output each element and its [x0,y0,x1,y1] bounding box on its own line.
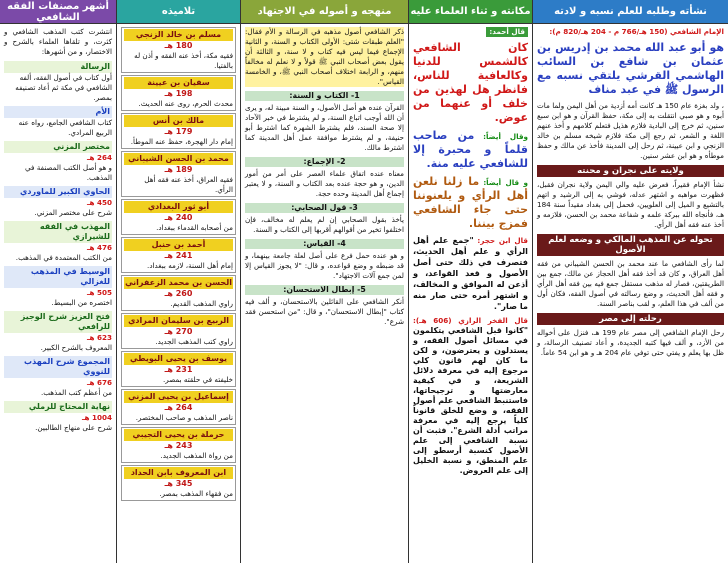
quote5-author: قال الفخر الرازي (606 هـ): [413,316,528,325]
method-s3-text: يأخذ بقول الصحابي إن لم يعلم له مخالف، فإن اختلفوا تخير من أقوالهم أقربها إلى الكتاب و السنة. [245,215,404,234]
teacher-entry [121,351,236,387]
section-najran-title: ولايته على نجران و محنته [537,165,724,177]
teacher-year: 189 هـ [164,165,193,174]
book-entry [4,356,112,398]
teacher-name: ابن المعروف بابن الحداد [124,467,233,479]
biography-header: نشأته وطلبه للعلم نسبه و لادته [533,0,728,24]
method-body [241,24,408,563]
book-note: من أعظم كتب المذهب. [40,388,112,397]
book-entry [4,266,112,308]
biography-column [532,0,728,563]
book-title: المجموع شرح المهذب للنووي [4,356,112,378]
books-header: أشهر مصنفات الفقه الشافعي [0,0,116,24]
book-year: 1004 هـ [82,413,112,422]
teacher-year: 241 هـ [164,251,193,260]
book-year: 505 هـ [87,288,112,297]
method-s1-title: 1- الكتاب و السنة: [245,91,404,101]
teacher-name: الربيع بن سليمان المرادي [124,315,233,327]
teacher-note: من رواة المذهب الجديد. [160,451,233,460]
quote3-text: ما زلنا نلعن أهل الرأي و يلعنوننا حتى جاء الشافعي فمزج بيننا. [413,175,528,230]
book-entry [4,311,112,353]
birth-death-line: الإمام الشافعي (150 هـ/766 م - 204 هـ/820 م): [549,27,724,36]
method-s1-text: القرآن عنده هو أصل الأصول، و السنة مبينة له، و يرى أن الله أوجب اتباع السنة، و لم يشترط في خبر الآحاد إلا صحة السند، فلم يشترط الشهرة كما اشترط أبو حنيفة، و لم يشترط موافقة عمل أهل المدينة كما اشترط مالك. [245,103,404,152]
teacher-name: يوسف بن يحيى البويطي [124,353,233,365]
teacher-note: من أصحابه القدماء ببغداد. [156,223,233,232]
book-title: الوسيط في المذهب للغزالي [4,266,112,288]
teacher-year: 260 هـ [164,289,193,298]
method-intro: ذكر الشافعي أصول مذهبه في الرسالة و الأم فقال: "العلم طبقات شتى: الأولى الكتاب و السنة، و الثانية الإجماع فيما ليس فيه كتاب و لا سنة، و الثالثة أن يقول بعض أصحاب النبي ﷺ قولاً و لا نعلم له مخالفاً منهم، و الرابعة اختلاف أصحاب النبي ﷺ، و الخامسة القياس". [245,27,404,86]
teacher-note: خليفته في حلقته بمصر. [162,375,233,384]
method-s2-title: 2- الإجماع: [245,157,404,167]
quote2-text: من صاحب قلماً و محبرة إلا للشافعي عليه منة. [413,129,528,170]
books-list [4,61,112,433]
quote5-text: "كانوا قبل الشافعي يتكلمون في مسائل أصول الفقه، و يستدلون و يعترضون، و لكن ما كان لهم قانون كلي مرجوع إليه في معرفة دلائل الشريعة، و في كيفية معارضتها و ترجيحاتها، فاستنبط الشافعي علم أصول الفقه، و وضع للخلق قانوناً كلياً يرجع إليه في معرفة مراتب أدلة الشرع". فثبت أن نسبة الشافعي إلى علم الأصول كنسبة أرسطو إلى علم المنطق، و نسبة الخليل إلى علم العروض. [413,326,528,475]
teacher-note: محدث الحرم، روى عنه الحديث. [138,99,233,108]
book-note: أول كتاب في أصول الفقه، ألفه الشافعي في مكة ثم أعاد تصنيفه بمصر. [15,73,112,102]
book-year: 264 هـ [87,153,112,162]
book-note: المعروف بالشرح الكبير. [40,343,112,352]
teacher-year: 198 هـ [164,89,193,98]
teacher-entry [121,313,236,349]
teacher-note: راوي المذهب القديم. [170,299,233,308]
quote4-author: قال ابن حجر: [477,236,528,245]
quote4-text: "جمع علم أهل الرأي و علم أهل الحديث، فتصرف في ذلك حتى أصل الأصول و قعد القواعد، و أذعن له الموافق و المخالف، و اشتهر أمره حتى صار منه ما صار". [413,235,528,311]
teacher-note: ناصر المذهب و صاحب المختصر. [135,413,233,422]
book-note: شرح على مختصر المزني. [34,208,112,217]
teacher-name: سفيان بن عيينة [124,77,233,89]
book-entry [4,141,112,183]
teacher-year: 243 هـ [164,441,193,450]
teacher-entry [121,427,236,463]
section-najran-text: نشأ الإمام فقيراً، فعرض عليه والي اليمن ولاية نجران فقبل، فظهرت مواهبه و اشتهر عدله، فوشي به إلى الرشيد و اتهم بالتشيع و الميل إلى العلويين، فحمل إلى بغداد مقيداً سنة 184 هـ، فأنجاه الله ببركة علمه و شفاعة محمد بن الحسن، فلازمه و أخذ عنه فقه أهل الرأي. [537,180,724,229]
teacher-entry [121,237,236,273]
quote3-author: و قال أيضاً: [483,178,528,187]
teacher-entry [121,113,236,149]
teacher-name: إسماعيل بن يحيى المزني [124,391,233,403]
book-year: 623 هـ [87,333,112,342]
method-s2-text: معناه عنده اتفاق علماء العصر على أمر من أمور الدين، و هو حجة عنده بعد الكتاب و السنة، و لا يعتبر إجماع أهل المدينة وحده حجة. [245,169,404,198]
method-s5-title: 5- إبطال الاستحسان: [245,285,404,295]
book-note: شرح على منهاج الطالبين. [35,423,112,432]
teacher-entry [121,151,236,197]
book-title: نهاية المحتاج للرملي [4,401,112,413]
teachers-list [117,24,240,563]
teacher-name: مسلم بن خالد الزنجي [124,29,233,41]
teacher-year: 264 هـ [164,403,193,412]
book-note: و هو أصل الكتب المصنفة في المذهب. [25,163,112,182]
teacher-year: 179 هـ [164,127,193,136]
book-year: 676 هـ [87,378,112,387]
praise-column [408,0,532,563]
method-s4-text: و هو عنده حمل فرع على أصل لعلة جامعة بينهما، و قد ضبطه و وضع قواعده، و قال: "لا يجوز القياس إلا لمن جمع آلات الاجتهاد". [245,251,404,280]
book-entry [4,61,112,103]
book-entry [4,106,112,138]
book-entry [4,186,112,218]
bio-intro: ، ولد بغزة عام 150 هـ كانت أمه أزدية من أهل اليمن ولما مات أبوه و هو صبي انتقلت به إلى مكة، حفظ القرآن و هو ابن سبع سنين، ثم خرج إلى البادية فلازم هذيل فتعلم كلامهم و أخذ عنهم اللغة و الشعر، ثم رجع إلى مكة فلازم شيخه مسلم بن خالد الزنجي و ابن عيينة، ثم رحل إلى المدينة فأخذ عن مالك و حفظ موطأه و هو ابن عشر سنين. [537,101,724,160]
teacher-name: حرملة بن يحيى التجيبي [124,429,233,441]
teachers-header [117,0,240,24]
teacher-name: أبو ثور البغدادي [124,201,233,213]
book-year: 476 هـ [87,243,112,252]
teacher-name: مالك بن أنس [124,115,233,127]
method-column [240,0,408,563]
teacher-entry [121,27,236,73]
book-title: الرسالة [4,61,112,73]
section-usul-text: لما رأى الشافعي ما عند محمد بن الحسن الشيباني من فقه أهل العراق، و كان قد أخذ فقه أهل الحجاز عن مالك، جمع بين الطريقتين، فصار له مذهب مستقل جمع فيه بين فقه أهل الرأي و فقه أهل الحديث، و وضع رسالته في أصول الفقه، فكان أول من ألف في هذا العلم، و لقب بناصر السنة. [537,259,724,308]
teacher-name: محمد بن الحسن الشيباني [124,153,233,165]
method-s4-title: 4- القياس: [245,239,404,249]
book-note: من الكتب المعتمدة في المذهب. [15,253,112,262]
teacher-year: 240 هـ [164,213,193,222]
teacher-entry [121,199,236,235]
section-usul-title: تحوله عن المذهب المالكي و وضعه لعلم الأصول [537,234,724,256]
quote1-author: قال أحمد: [486,27,528,37]
book-entry [4,401,112,433]
books-column [0,0,116,563]
method-header: منهجه و أصوله في الاجتهاد [241,0,408,24]
teacher-entry [121,75,236,111]
quote1-text: كان الشافعي كالشمس للدنيا وكالعافية للناس، فانظر هل لهذين من خلف أو عنهما من عوض. [413,41,528,124]
book-title: الأم [4,106,112,118]
praise-body [409,24,532,563]
full-name: هو أبو عبد الله محمد بن إدريس بن عثمان بن شافع بن السائب الهاشمي القرشي يلتقي نسبه مع الرسول ﷺ في عبد مناف [537,41,724,96]
teacher-entry [121,465,236,501]
teachers-title: تلاميذه [161,6,196,17]
teachers-column [116,0,240,563]
teacher-note: إمام دار الهجرة، حفظ عنه الموطأ. [130,137,233,146]
book-title: مختصر المزني [4,141,112,153]
teacher-year: 231 هـ [164,365,193,374]
praise-header: مكانته و ثناء العلماء عليه [409,0,532,24]
book-note: اختصره من البسيط. [51,298,112,307]
teacher-year: 270 هـ [164,327,193,336]
books-intro: انتشرت كتب المذهب الشافعي و كثرت، و تلقاها العلماء بالشرح و الاختصار، و من أشهرها: [4,27,112,56]
teacher-note: راوي كتب المذهب الجديد. [155,337,233,346]
book-year: 450 هـ [87,198,112,207]
teacher-entry [121,275,236,311]
teacher-year: 345 هـ [164,479,193,488]
teacher-year: 180 هـ [164,41,193,50]
section-egypt-text: رحل الإمام الشافعي إلى مصر عام 199 هـ، فنزل على أخواله من الأزد، و ألف فيها كتبه الجديدة، و أعاد تصنيف الرسالة، و ظل بها يعلم و يفتي حتى توفي عام 204 هـ و هو ابن 54 عاماً. [537,328,724,357]
books-body [0,24,116,563]
teacher-note: فقيه مكة، أخذ عنه الفقه و أذن له بالفتيا. [134,51,233,70]
biography-body [533,24,728,563]
book-title: المهذب في الفقه للشيرازي [4,221,112,243]
quote2-author: وقال أيضاً: [483,132,528,141]
method-s3-title: 3- قول الصحابي: [245,203,404,213]
teacher-name: أحمد بن حنبل [124,239,233,251]
method-s5-text: أنكر الشافعي على القائلين بالاستحسان، و ألف فيه كتاب "إبطال الاستحسان"، و قال: "من استحسن فقد شرع". [245,297,404,326]
book-title: الحاوي الكبير للماوردي [4,186,112,198]
teacher-note: من فقهاء المذهب بمصر. [159,489,233,498]
teacher-name: الحسن بن محمد الزعفراني [125,278,232,287]
teacher-note: فقيه العراق، أخذ عنه فقه أهل الرأي. [144,175,233,194]
section-egypt-title: رحلته إلى مصر [537,313,724,325]
book-entry [4,221,112,263]
teacher-note: إمام أهل السنة، لازمه ببغداد. [147,261,233,270]
book-note: كتاب الشافعي الجامع، رواه عنه الربيع المرادي. [18,118,112,137]
book-title: فتح العزيز شرح الوجيز للرافعي [4,311,112,333]
teacher-entry [121,389,236,425]
